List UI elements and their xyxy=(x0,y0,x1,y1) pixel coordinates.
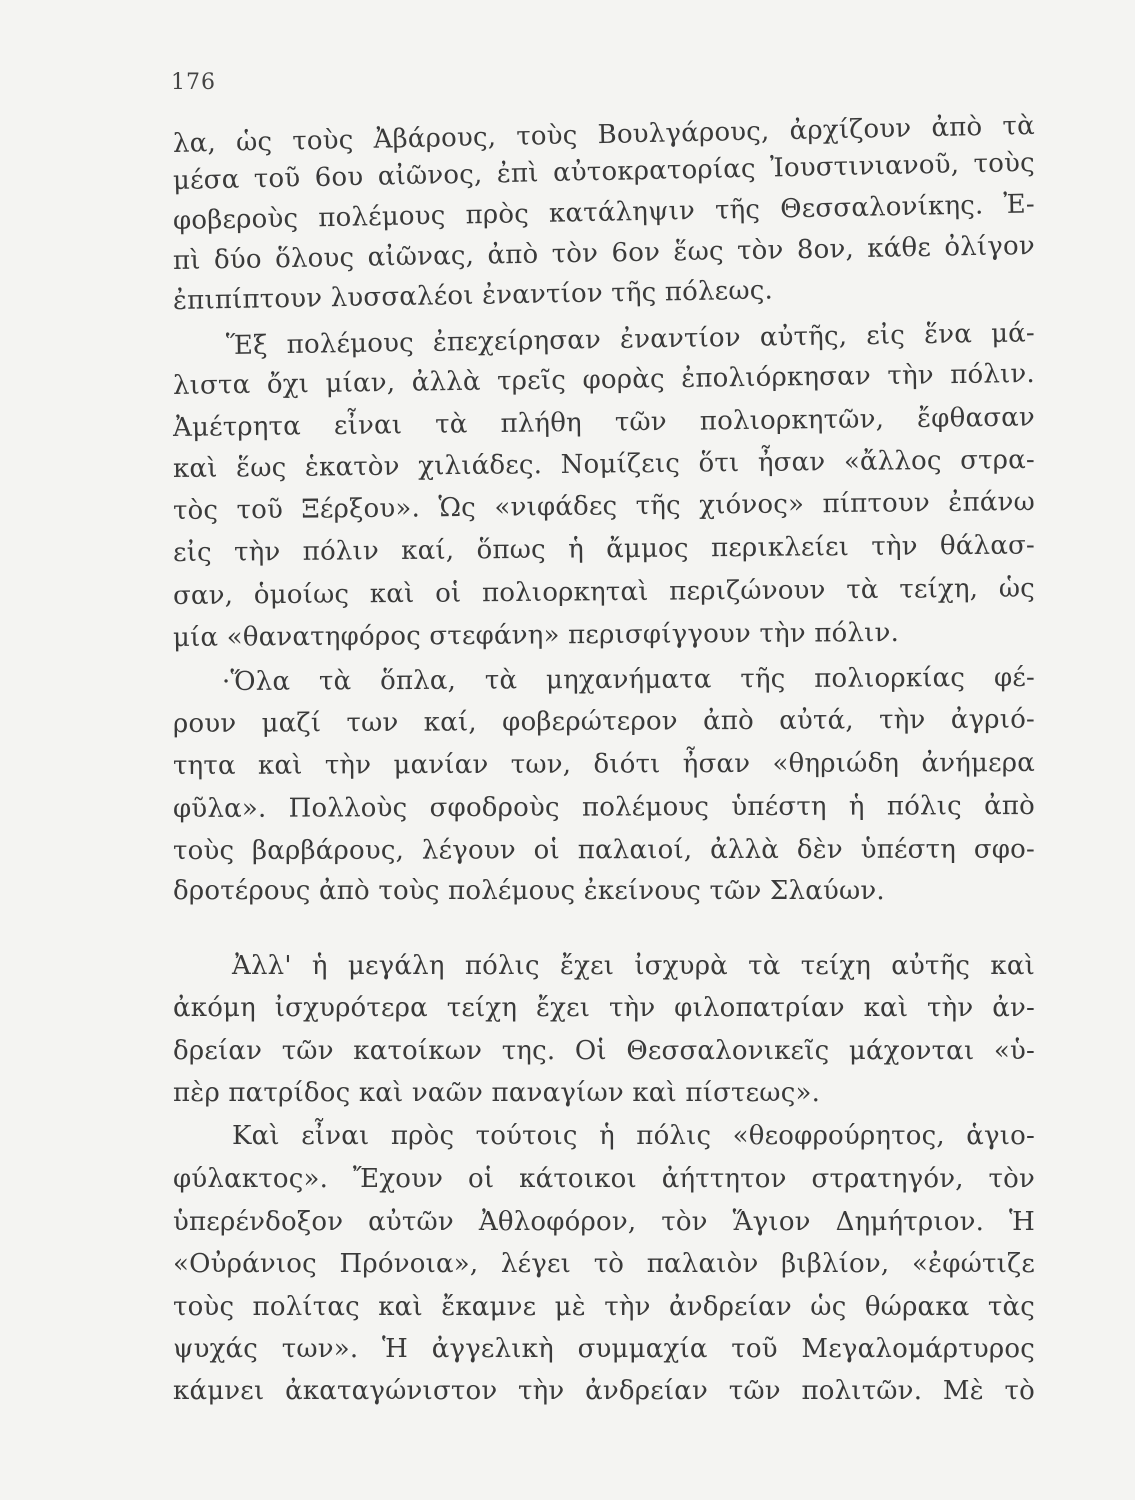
text-line: φοβεροὺς πολέμους πρὸς κατάληψιν τῆς Θεσσαλονίκης. Ἐ- xyxy=(172,189,1036,236)
text-line: τοὺς πολίτας καὶ ἔκαμνε μὲ τὴν ἀνδρείαν ὡς θώρακα τὰς xyxy=(173,1292,1035,1322)
text-line: Καὶ εἶναι πρὸς τούτοις ἡ πόλις «θεοφρούρητος, ἁγιο- xyxy=(232,1121,1035,1151)
text-line: ρουν μαζί των καί, φοβερώτερον ἀπὸ αὐτά, τὴν ἀγριό- xyxy=(172,704,1036,739)
text-line: ὑπερένδοξον αὐτῶν Ἀθλοφόρον, τὸν Ἅγιον Δημήτριον. Ἡ xyxy=(173,1207,1035,1237)
text-line: ἐπιπίπτουν λυσσαλέοι ἐναντίον τῆς πόλεως. xyxy=(172,275,774,316)
text-line: πὶ δύο ὅλους αἰῶνας, ἀπὸ τὸν 6ον ἕως τὸν 8ον, κάθε ὀλίγον xyxy=(172,230,1036,276)
text-line: λα, ὡς τοὺς Ἀβάρους, τοὺς Βουλγάρους, ἀρχίζουν ἀπὸ τὰ xyxy=(172,110,1036,159)
text-line: δροτέρους ἀπὸ τοὺς πολέμους ἐκείνους τῶν Σλαύων. xyxy=(173,876,885,906)
page-number: 176 xyxy=(171,70,216,95)
text-line: ψυχάς των». Ἡ ἀγγελικὴ συμμαχία τοῦ Μεγαλομάρτυρος xyxy=(173,1334,1035,1364)
text-line: φῦλα». Πολλοὺς σφοδροὺς πολέμους ὑπέστη ἡ πόλις ἀπὸ xyxy=(172,790,1036,824)
text-line: ἀκόμη ἰσχυρότερα τείχη ἔχει τὴν φιλοπατρίαν καὶ τὴν ἀν- xyxy=(173,993,1035,1023)
text-line: πὲρ πατρίδος καὶ ναῶν παναγίων καὶ πίστεως». xyxy=(173,1078,821,1108)
text-line: Ἀμέτρητα εἶναι τὰ πλήθη τῶν πολιορκητῶν, ἔφθασαν xyxy=(172,402,1036,443)
text-line: ·Ὅλα τὰ ὅπλα, τὰ μηχανήματα τῆς πολιορκίας φέ- xyxy=(221,662,1036,697)
text-line: τητα καὶ τὴν μανίαν των, διότι ἦσαν «θηριώδη ἀνήμερα xyxy=(172,747,1036,781)
text-line: δρείαν τῶν κατοίκων της. Οἱ Θεσσαλονικεῖς μάχονται «ὑ- xyxy=(173,1036,1035,1066)
text-line: τοὺς βαρβάρους, λέγουν οἱ παλαιοί, ἀλλὰ δὲν ὑπέστη σφο- xyxy=(172,834,1036,866)
text-line: μία «θανατηφόρος στεφάνη» περισφίγγουν τὴν πόλιν. xyxy=(172,617,900,653)
text-line: κάμνει ἀκαταγώνιστον τὴν ἀνδρείαν τῶν πολιτῶν. Μὲ τὸ xyxy=(173,1376,1035,1406)
text-line: λιστα ὄχι μίαν, ἀλλὰ τρεῖς φορὰς ἐπολιόρκησαν τὴν πόλιν. xyxy=(172,358,1036,401)
text-line: Ἕξ πολέμους ἐπεχείρησαν ἐναντίον αὐτῆς, εἰς ἕνα μά- xyxy=(225,318,1036,361)
text-line: εἰς τὴν πόλιν καί, ὅπως ἡ ἄμμος περικλείει τὴν θάλασ- xyxy=(172,530,1036,568)
text-line: Ἀλλ' ἡ μεγάλη πόλις ἔχει ἰσχυρὰ τὰ τείχη αὐτῆς καὶ xyxy=(232,951,1035,981)
text-line: «Οὐράνιος Πρόνοια», λέγει τὸ παλαιὸν βιβλίον, «ἐφώτιζε xyxy=(173,1249,1035,1279)
text-line: τὸς τοῦ Ξέρξου». Ὡς «νιφάδες τῆς χιόνος» πίπτουν ἐπάνω xyxy=(172,486,1036,526)
text-line: μέσα τοῦ 6ου αἰῶνος, ἐπὶ αὐτοκρατορίας Ἰουστινιανοῦ, τοὺς xyxy=(172,147,1036,196)
text-line: σαν, ὁμοίως καὶ οἱ πολιορκηταὶ περιζώνουν τὰ τείχη, ὡς xyxy=(172,573,1036,611)
text-line: καὶ ἕως ἑκατὸν χιλιάδες. Νομίζεις ὅτι ἦσαν «ἄλλος στρα- xyxy=(172,444,1036,484)
text-line: φύλακτος». Ἔχουν οἱ κάτοικοι ἀήττητον στρατηγόν, τὸν xyxy=(173,1164,1035,1194)
